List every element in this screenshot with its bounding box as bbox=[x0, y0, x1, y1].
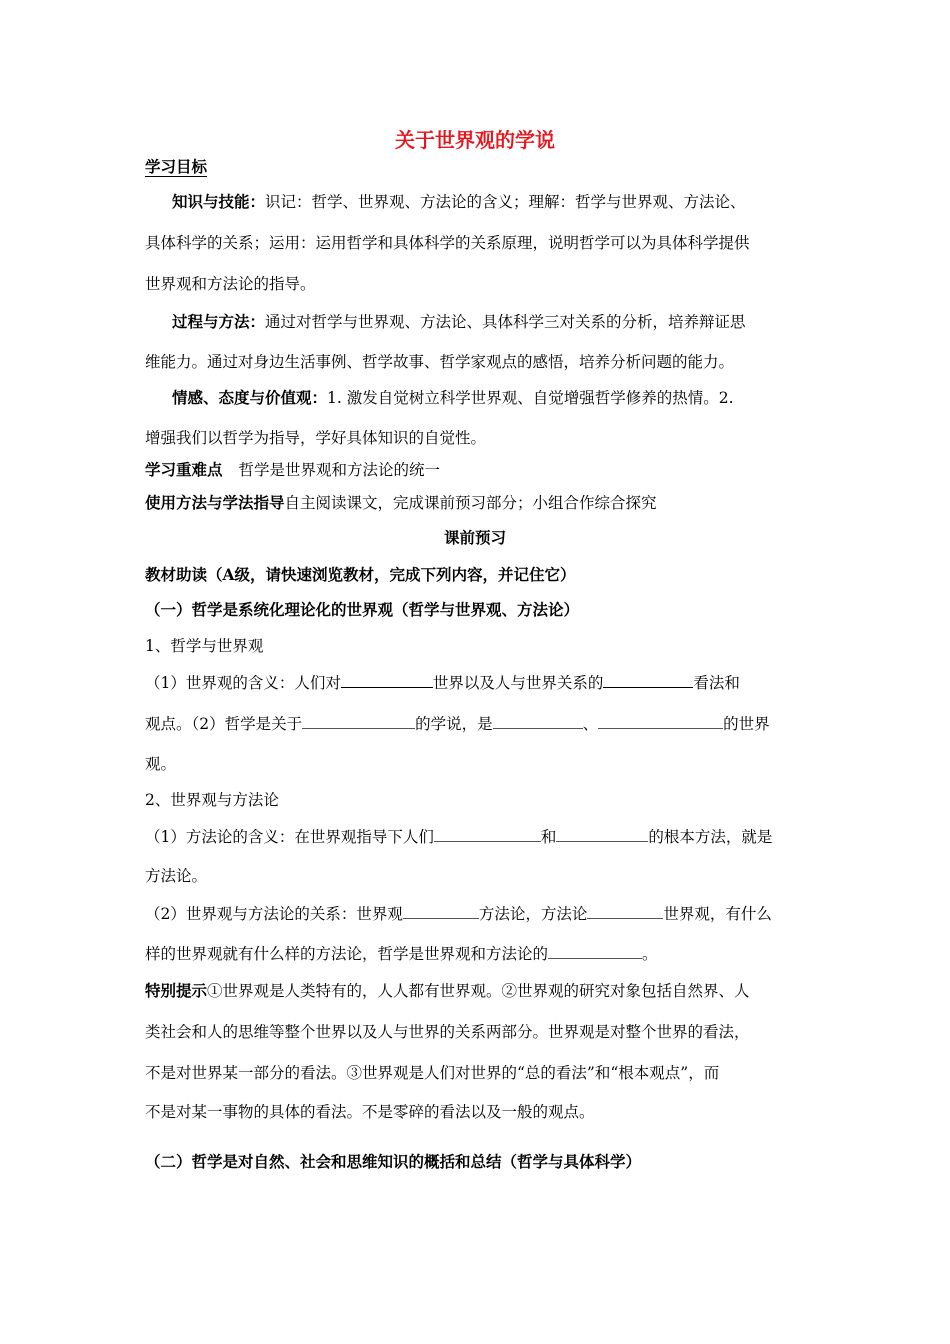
question3-line-1: （2）世界观与方法论的关系：世界观 方法论，方法论 世界观，有什么 bbox=[145, 905, 772, 923]
section2-heading: （二）哲学是对自然、社会和思维知识的概括和总结（哲学与具体科学） bbox=[145, 1152, 642, 1171]
section1-sub2: 2、世界观与方法论 bbox=[145, 791, 279, 809]
tip-label: 特别提示 bbox=[145, 981, 208, 1000]
key-points-label: 学习重难点 bbox=[145, 460, 223, 479]
answer-blank[interactable] bbox=[302, 713, 415, 729]
method-label: 使用方法与学法指导 bbox=[145, 493, 285, 512]
tip-line-1: 特别提示①世界观是人类特有的，人人都有世界观。②世界观的研究对象包括自然界、人 bbox=[145, 981, 750, 1000]
process-line-2: 维能力。通过对身边生活事例、哲学故事、哲学家观点的感悟，培养分析问题的能力。 bbox=[145, 353, 735, 371]
key-points: 学习重难点 哲学是世界观和方法论的统一 bbox=[145, 460, 441, 479]
knowledge-line-2: 具体科学的关系；运用：运用哲学和具体科学的关系原理，说明哲学可以为具体科学提供 bbox=[145, 234, 750, 252]
answer-blank[interactable] bbox=[341, 672, 433, 688]
answer-blank[interactable] bbox=[548, 943, 642, 959]
question2-line-2: 方法论。 bbox=[145, 867, 208, 885]
objectives-heading: 学习目标 bbox=[145, 157, 208, 176]
method-guidance: 使用方法与学法指导自主阅读课文，完成课前预习部分；小组合作综合探究 bbox=[145, 493, 657, 512]
emotion-line-2: 增强我们以哲学为指导，学好具体知识的自觉性。 bbox=[145, 429, 487, 447]
question1-line-2: 观点。（2）哲学是关于 的学说，是 、 的世界 bbox=[145, 715, 770, 733]
answer-blank[interactable] bbox=[556, 826, 648, 842]
section1-heading: （一）哲学是系统化理论化的世界观（哲学与世界观、方法论） bbox=[145, 600, 580, 619]
tip-line-4: 不是对某一事物的具体的看法。不是零碎的看法以及一般的观点。 bbox=[145, 1103, 595, 1121]
section1-sub1: 1、哲学与世界观 bbox=[145, 637, 264, 655]
question2-line-1: （1）方法论的含义：在世界观指导下人们 和 的根本方法，就是 bbox=[145, 828, 773, 846]
tip-line-3: 不是对世界某一部分的看法。③世界观是人们对世界的“总的看法”和“根本观点”，而 bbox=[145, 1064, 720, 1082]
emotion-label: 情感、态度与价值观： bbox=[172, 388, 328, 407]
answer-blank[interactable] bbox=[603, 672, 693, 688]
question3-line-2: 样的世界观就有什么样的方法论，哲学是世界观和方法论的 。 bbox=[145, 945, 658, 963]
preview-heading: 课前预习 bbox=[443, 528, 506, 547]
knowledge-line-1: 知识与技能：识记：哲学、世界观、方法论的含义；理解：哲学与世界观、方法论、 bbox=[172, 192, 746, 211]
question1-line-1: （1）世界观的含义：人们对 世界以及人与世界关系的 看法和 bbox=[145, 674, 740, 692]
answer-blank[interactable] bbox=[434, 826, 541, 842]
knowledge-label: 知识与技能： bbox=[172, 192, 266, 211]
process-label: 过程与方法： bbox=[172, 312, 266, 331]
answer-blank[interactable] bbox=[403, 903, 479, 919]
process-line-1: 过程与方法：通过对哲学与世界观、方法论、具体科学三对关系的分析，培养辩证思 bbox=[172, 312, 746, 331]
tip-line-2: 类社会和人的思维等整个世界以及人与世界的关系两部分。世界观是对整个世界的看法， bbox=[145, 1023, 750, 1041]
answer-blank[interactable] bbox=[587, 903, 663, 919]
knowledge-line-3: 世界观和方法论的指导。 bbox=[145, 275, 316, 293]
document-title: 关于世界观的学说 bbox=[395, 128, 555, 152]
reading-guide: 教材助读（A级，请快速浏览教材，完成下列内容，并记住它） bbox=[145, 565, 576, 584]
answer-blank[interactable] bbox=[598, 713, 723, 729]
question1-line-3: 观。 bbox=[145, 755, 177, 773]
answer-blank[interactable] bbox=[493, 713, 583, 729]
emotion-line-1: 情感、态度与价值观：1. 激发自觉树立科学世界观、自觉增强哲学修养的热情。2. bbox=[172, 388, 734, 407]
